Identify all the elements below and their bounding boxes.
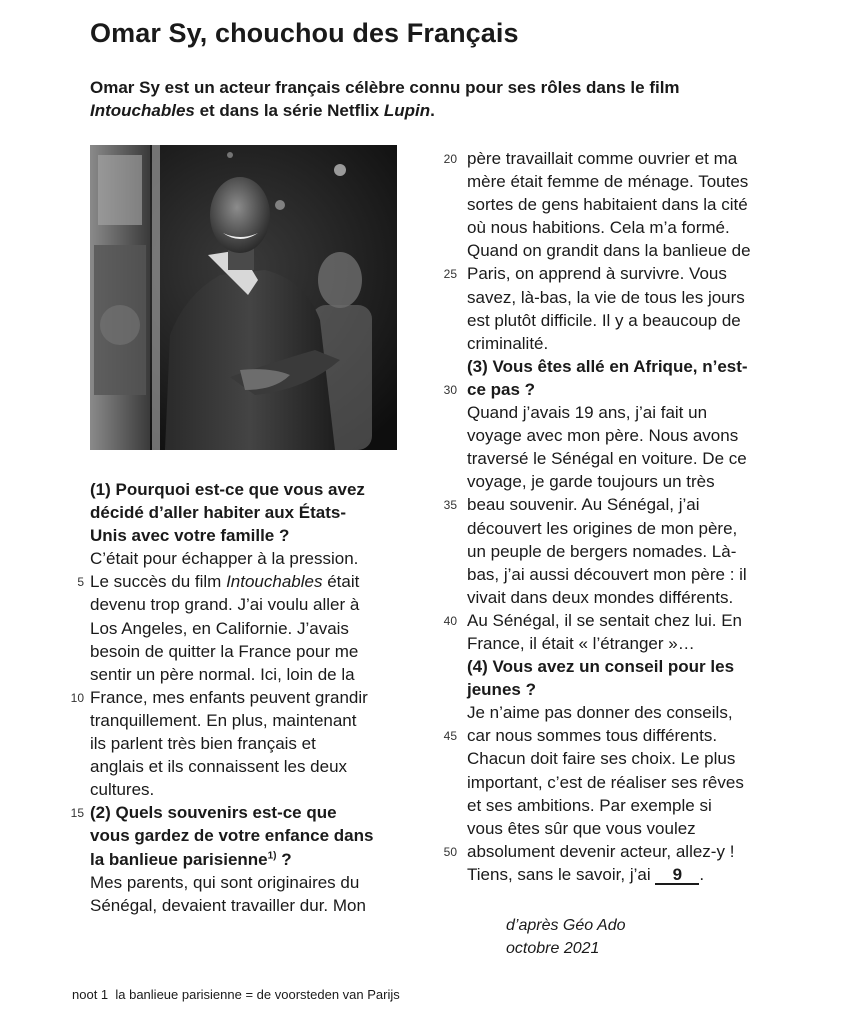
text-line [467, 447, 807, 470]
line-text: bas, j’ai aussi découvert mon père : il [467, 564, 747, 584]
text-line [467, 170, 807, 193]
footnote-ref: 1) [267, 849, 277, 861]
line-text: vous gardez de votre enfance dans [90, 826, 374, 846]
line-text: (2) Quels souvenirs est-ce que [90, 803, 337, 823]
text-line [90, 617, 430, 640]
intro-series-title: Lupin [383, 101, 431, 120]
line-text: Au Sénégal, il se sentait chez lui. En [467, 610, 742, 630]
text-line [443, 724, 807, 747]
line-text: besoin de quitter la France pour me [90, 641, 359, 661]
text-line [467, 747, 807, 770]
line-text: voyage avec mon père. Nous avons [467, 426, 739, 446]
question-line [90, 848, 430, 871]
omar-sy-photo [90, 145, 397, 450]
line-text: voyage, je garde toujours un très [467, 472, 715, 492]
text-line [443, 147, 807, 170]
line-text: C’était pour échapper à la pression. [90, 549, 359, 569]
text-line [467, 632, 807, 655]
line-text: était [322, 572, 360, 592]
line-text: car nous sommes tous différents. [467, 726, 718, 746]
line-text: et ses ambitions. Par exemple si [467, 795, 712, 815]
line-text: Paris, on apprend à survivre. Vous [467, 264, 727, 284]
text-line [467, 401, 807, 424]
question-line [70, 801, 430, 824]
text-line [90, 709, 430, 732]
line-number: 50 [443, 844, 457, 859]
text-line [90, 778, 430, 801]
line-text: où nous habitions. Cela m’a formé. [467, 218, 730, 238]
text-line [90, 663, 430, 686]
line-text: beau souvenir. Au Sénégal, j’ai [467, 495, 700, 515]
question-line [90, 501, 430, 524]
line-text: France, mes enfants peuvent grandir [90, 687, 368, 707]
question-line [467, 655, 807, 678]
text-line [443, 262, 807, 285]
line-text: Chacun doit faire ses choix. Le plus [467, 749, 736, 769]
gap-number-blank: 9 [655, 866, 699, 885]
line-text: savez, là-bas, la vie de tous les jours [467, 287, 745, 307]
text-line [467, 517, 807, 540]
line-text: devenu trop grand. J’ai voulu aller à [90, 595, 360, 615]
question-line [90, 478, 430, 501]
text-line [443, 840, 807, 863]
line-text: un peuple de bergers nomades. Là- [467, 541, 737, 561]
question-line [90, 524, 430, 547]
question-line [90, 824, 430, 847]
line-number: 20 [443, 152, 457, 166]
line-text: Mes parents, qui sont originaires du [90, 872, 360, 892]
text-line [443, 609, 807, 632]
text-line [90, 871, 430, 894]
text-line [90, 732, 430, 755]
article-intro [90, 76, 790, 122]
line-text: ce pas ? [467, 379, 536, 399]
line-number: 40 [443, 613, 457, 628]
text-line [467, 863, 807, 886]
text-line [467, 563, 807, 586]
question-line [443, 378, 807, 401]
text-line [70, 686, 430, 709]
line-text: traversé le Sénégal en voiture. De ce [467, 449, 747, 469]
text-line [90, 640, 430, 663]
text-line [467, 286, 807, 309]
article-right-column [443, 147, 807, 886]
intro-film-title: Intouchables [90, 101, 195, 120]
line-text: Sénégal, devaient travailler dur. Mon [90, 895, 366, 915]
photo-illustration [90, 145, 397, 450]
line-text: Unis avec votre famille ? [90, 526, 290, 546]
line-text: criminalité. [467, 333, 549, 353]
line-number: 10 [70, 690, 84, 705]
line-text: Je n’aime pas donner des conseils, [467, 703, 733, 723]
text-line [467, 586, 807, 609]
line-number: 15 [70, 806, 84, 821]
line-text: mère était femme de ménage. Toutes [467, 172, 749, 192]
film-title: Intouchables [226, 572, 323, 592]
line-number: 30 [443, 382, 457, 397]
line-text: Tiens, sans le savoir, j’ai [467, 864, 656, 884]
text-line [90, 547, 430, 570]
intro-text: Omar Sy est un acteur français célèbre connu pour ses rôles dans le film [90, 78, 680, 97]
text-line [443, 493, 807, 516]
source-publication: d’après Géo Ado [506, 917, 626, 934]
article-left-column [70, 478, 430, 917]
question-line [467, 678, 807, 701]
line-text: ? [276, 849, 292, 869]
line-number: 35 [443, 498, 457, 513]
text-line [467, 771, 807, 794]
text-line [77, 570, 430, 593]
line-text: la banlieue parisienne [90, 849, 268, 869]
line-text: Quand on grandit dans la banlieue de [467, 241, 751, 261]
line-text: Los Angeles, en Californie. J’avais [90, 618, 349, 638]
text-line [467, 193, 807, 216]
line-text: important, c’est de réaliser ses rêves [467, 772, 744, 792]
line-text: . [699, 864, 705, 884]
text-line [467, 817, 807, 840]
question-line [467, 355, 807, 378]
line-text: Le succès du film [90, 572, 227, 592]
line-number: 5 [77, 575, 84, 590]
text-line [90, 894, 430, 917]
line-text: (1) Pourquoi est-ce que vous avez [90, 480, 365, 499]
text-line [90, 593, 430, 616]
text-line [90, 755, 430, 778]
text-line [467, 794, 807, 817]
line-text: vous êtes sûr que vous voulez [467, 818, 696, 838]
line-text: absolument devenir acteur, allez-y ! [467, 841, 735, 861]
line-text: ils parlent très bien français et [90, 734, 316, 754]
line-number: 25 [443, 267, 457, 282]
line-text: est plutôt difficile. Il y a beaucoup de [467, 310, 741, 330]
footnote: noot 1 la banlieue parisienne = de voorsteden van Parijs [72, 987, 400, 1002]
line-text: France, il était « l’étranger »… [467, 633, 695, 653]
line-text: vivait dans deux mondes différents. [467, 587, 734, 607]
article-title: Omar Sy, chouchou des Français [90, 18, 519, 48]
line-text: jeunes ? [467, 680, 536, 700]
text-line [467, 540, 807, 563]
line-number: 45 [443, 729, 457, 744]
text-line [467, 239, 807, 262]
intro-text: . [430, 101, 435, 120]
line-text: cultures. [90, 780, 155, 800]
text-line [467, 309, 807, 332]
text-line [467, 332, 807, 355]
line-text: (4) Vous avez un conseil pour les [467, 657, 735, 677]
source-date: octobre 2021 [506, 940, 600, 957]
intro-text: et dans la série Netflix [194, 101, 384, 120]
line-text: décidé d’aller habiter aux États- [90, 503, 347, 523]
line-text: père travaillait comme ouvrier et ma [467, 149, 738, 168]
text-line [467, 216, 807, 239]
text-line [467, 701, 807, 724]
text-line [467, 470, 807, 493]
line-text: sortes de gens habitaient dans la cité [467, 195, 748, 215]
line-text: tranquillement. En plus, maintenant [90, 710, 357, 730]
line-text: anglais et ils connaissent les deux [90, 757, 348, 777]
text-line [467, 424, 807, 447]
line-text: (3) Vous êtes allé en Afrique, n’est- [467, 356, 748, 376]
line-text: Quand j’avais 19 ans, j’ai fait un [467, 403, 708, 423]
line-text: découvert les origines de mon père, [467, 518, 738, 538]
line-text: sentir un père normal. Ici, loin de la [90, 664, 355, 684]
article-source [506, 914, 625, 960]
